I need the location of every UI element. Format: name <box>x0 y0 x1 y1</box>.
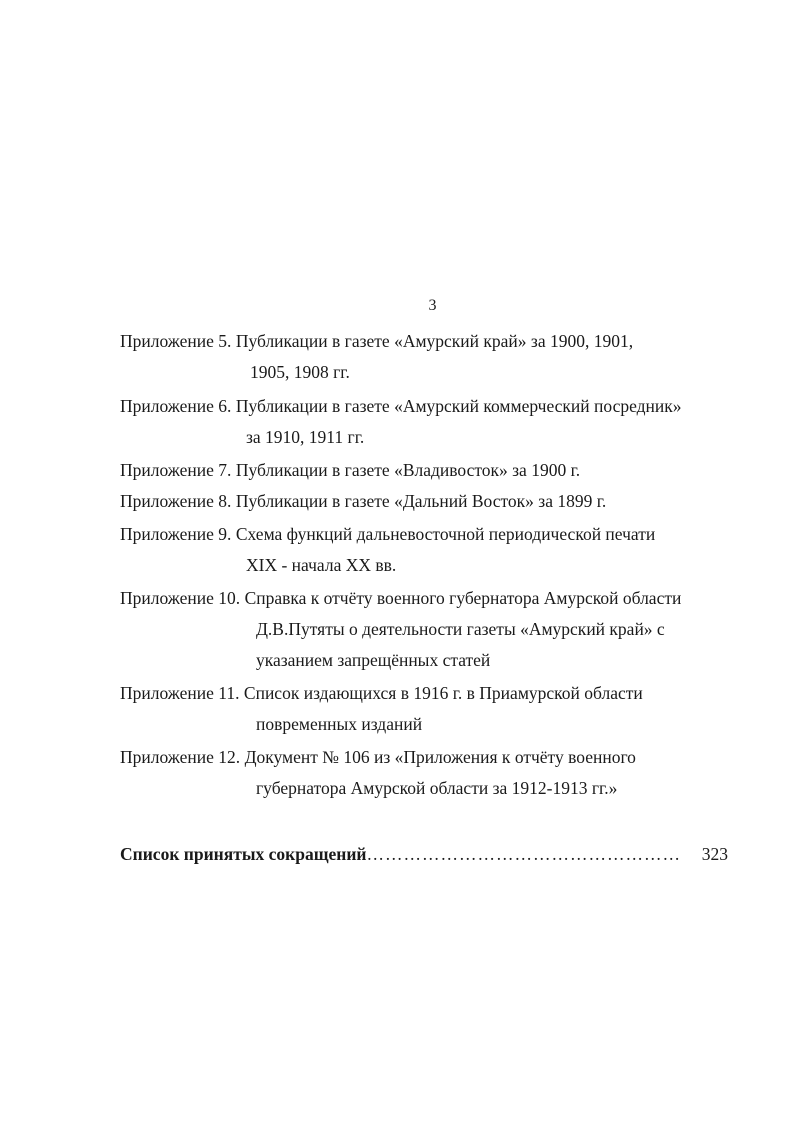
appendix-label: Приложение 7. <box>120 460 232 480</box>
appendix-text-continuation: губернатора Амурской области за 1912-1913 гг.» <box>256 778 618 798</box>
toc-leader-dots: …………………………………………… <box>366 844 681 864</box>
appendix-text: Документ № 106 из «Приложения к отчёту военного <box>244 747 636 767</box>
appendix-text: Публикации в газете «Амурский коммерческий посредник» <box>235 396 682 416</box>
appendix-text: Схема функций дальневосточной периодической печати <box>235 524 656 544</box>
abbreviations-page-number: 323 <box>701 844 728 864</box>
appendix-label: Приложение 11. <box>120 683 240 703</box>
appendix-entry-7 <box>120 455 740 486</box>
appendix-text: Публикации в газете «Дальний Восток» за 1899 г. <box>235 491 607 511</box>
abbreviations-toc-entry[interactable] <box>120 840 728 868</box>
appendix-text-continuation: Д.В.Путяты о деятельности газеты «Амурский край» с <box>256 619 665 639</box>
appendix-text: Список издающихся в 1916 г. в Приамурской области <box>243 683 643 703</box>
appendix-text-continuation: повременных изданий <box>256 714 423 734</box>
appendix-entry-10 <box>120 583 740 676</box>
page-number: 3 <box>428 297 437 314</box>
appendix-line <box>120 519 740 550</box>
appendix-line <box>120 486 740 517</box>
appendix-list <box>120 326 740 804</box>
appendix-text: Справка к отчёту военного губернатора Амурской области <box>244 588 682 608</box>
abbreviations-title: Список принятых сокращений <box>120 844 367 864</box>
appendix-label: Приложение 10. <box>120 588 241 608</box>
appendix-label: Приложение 9. <box>120 524 232 544</box>
appendix-line <box>120 742 740 773</box>
appendix-entry-9 <box>120 519 740 581</box>
appendix-line <box>120 678 740 709</box>
appendix-text: Публикации в газете «Владивосток» за 1900 г. <box>235 460 581 480</box>
appendix-entry-6 <box>120 391 740 453</box>
appendix-line <box>120 326 740 357</box>
appendix-entry-11 <box>120 678 740 740</box>
appendix-text-continuation: за 1910, 1911 гг. <box>246 427 365 447</box>
appendix-entry-5 <box>120 326 740 388</box>
appendix-entry-12 <box>120 742 740 804</box>
appendix-text-continuation: указанием запрещённых статей <box>256 650 491 670</box>
appendix-text-continuation: 1905, 1908 гг. <box>250 362 350 382</box>
appendix-line <box>120 391 740 422</box>
appendix-label: Приложение 8. <box>120 491 232 511</box>
appendix-label: Приложение 6. <box>120 396 232 416</box>
appendix-line <box>120 583 740 614</box>
appendix-entry-8 <box>120 486 740 517</box>
appendix-text: Публикации в газете «Амурский край» за 1900, 1901, <box>235 331 634 351</box>
appendix-label: Приложение 12. <box>120 747 241 767</box>
appendix-line <box>120 455 740 486</box>
appendix-text-continuation: XIX - начала XX вв. <box>246 555 397 575</box>
appendix-label: Приложение 5. <box>120 331 232 351</box>
